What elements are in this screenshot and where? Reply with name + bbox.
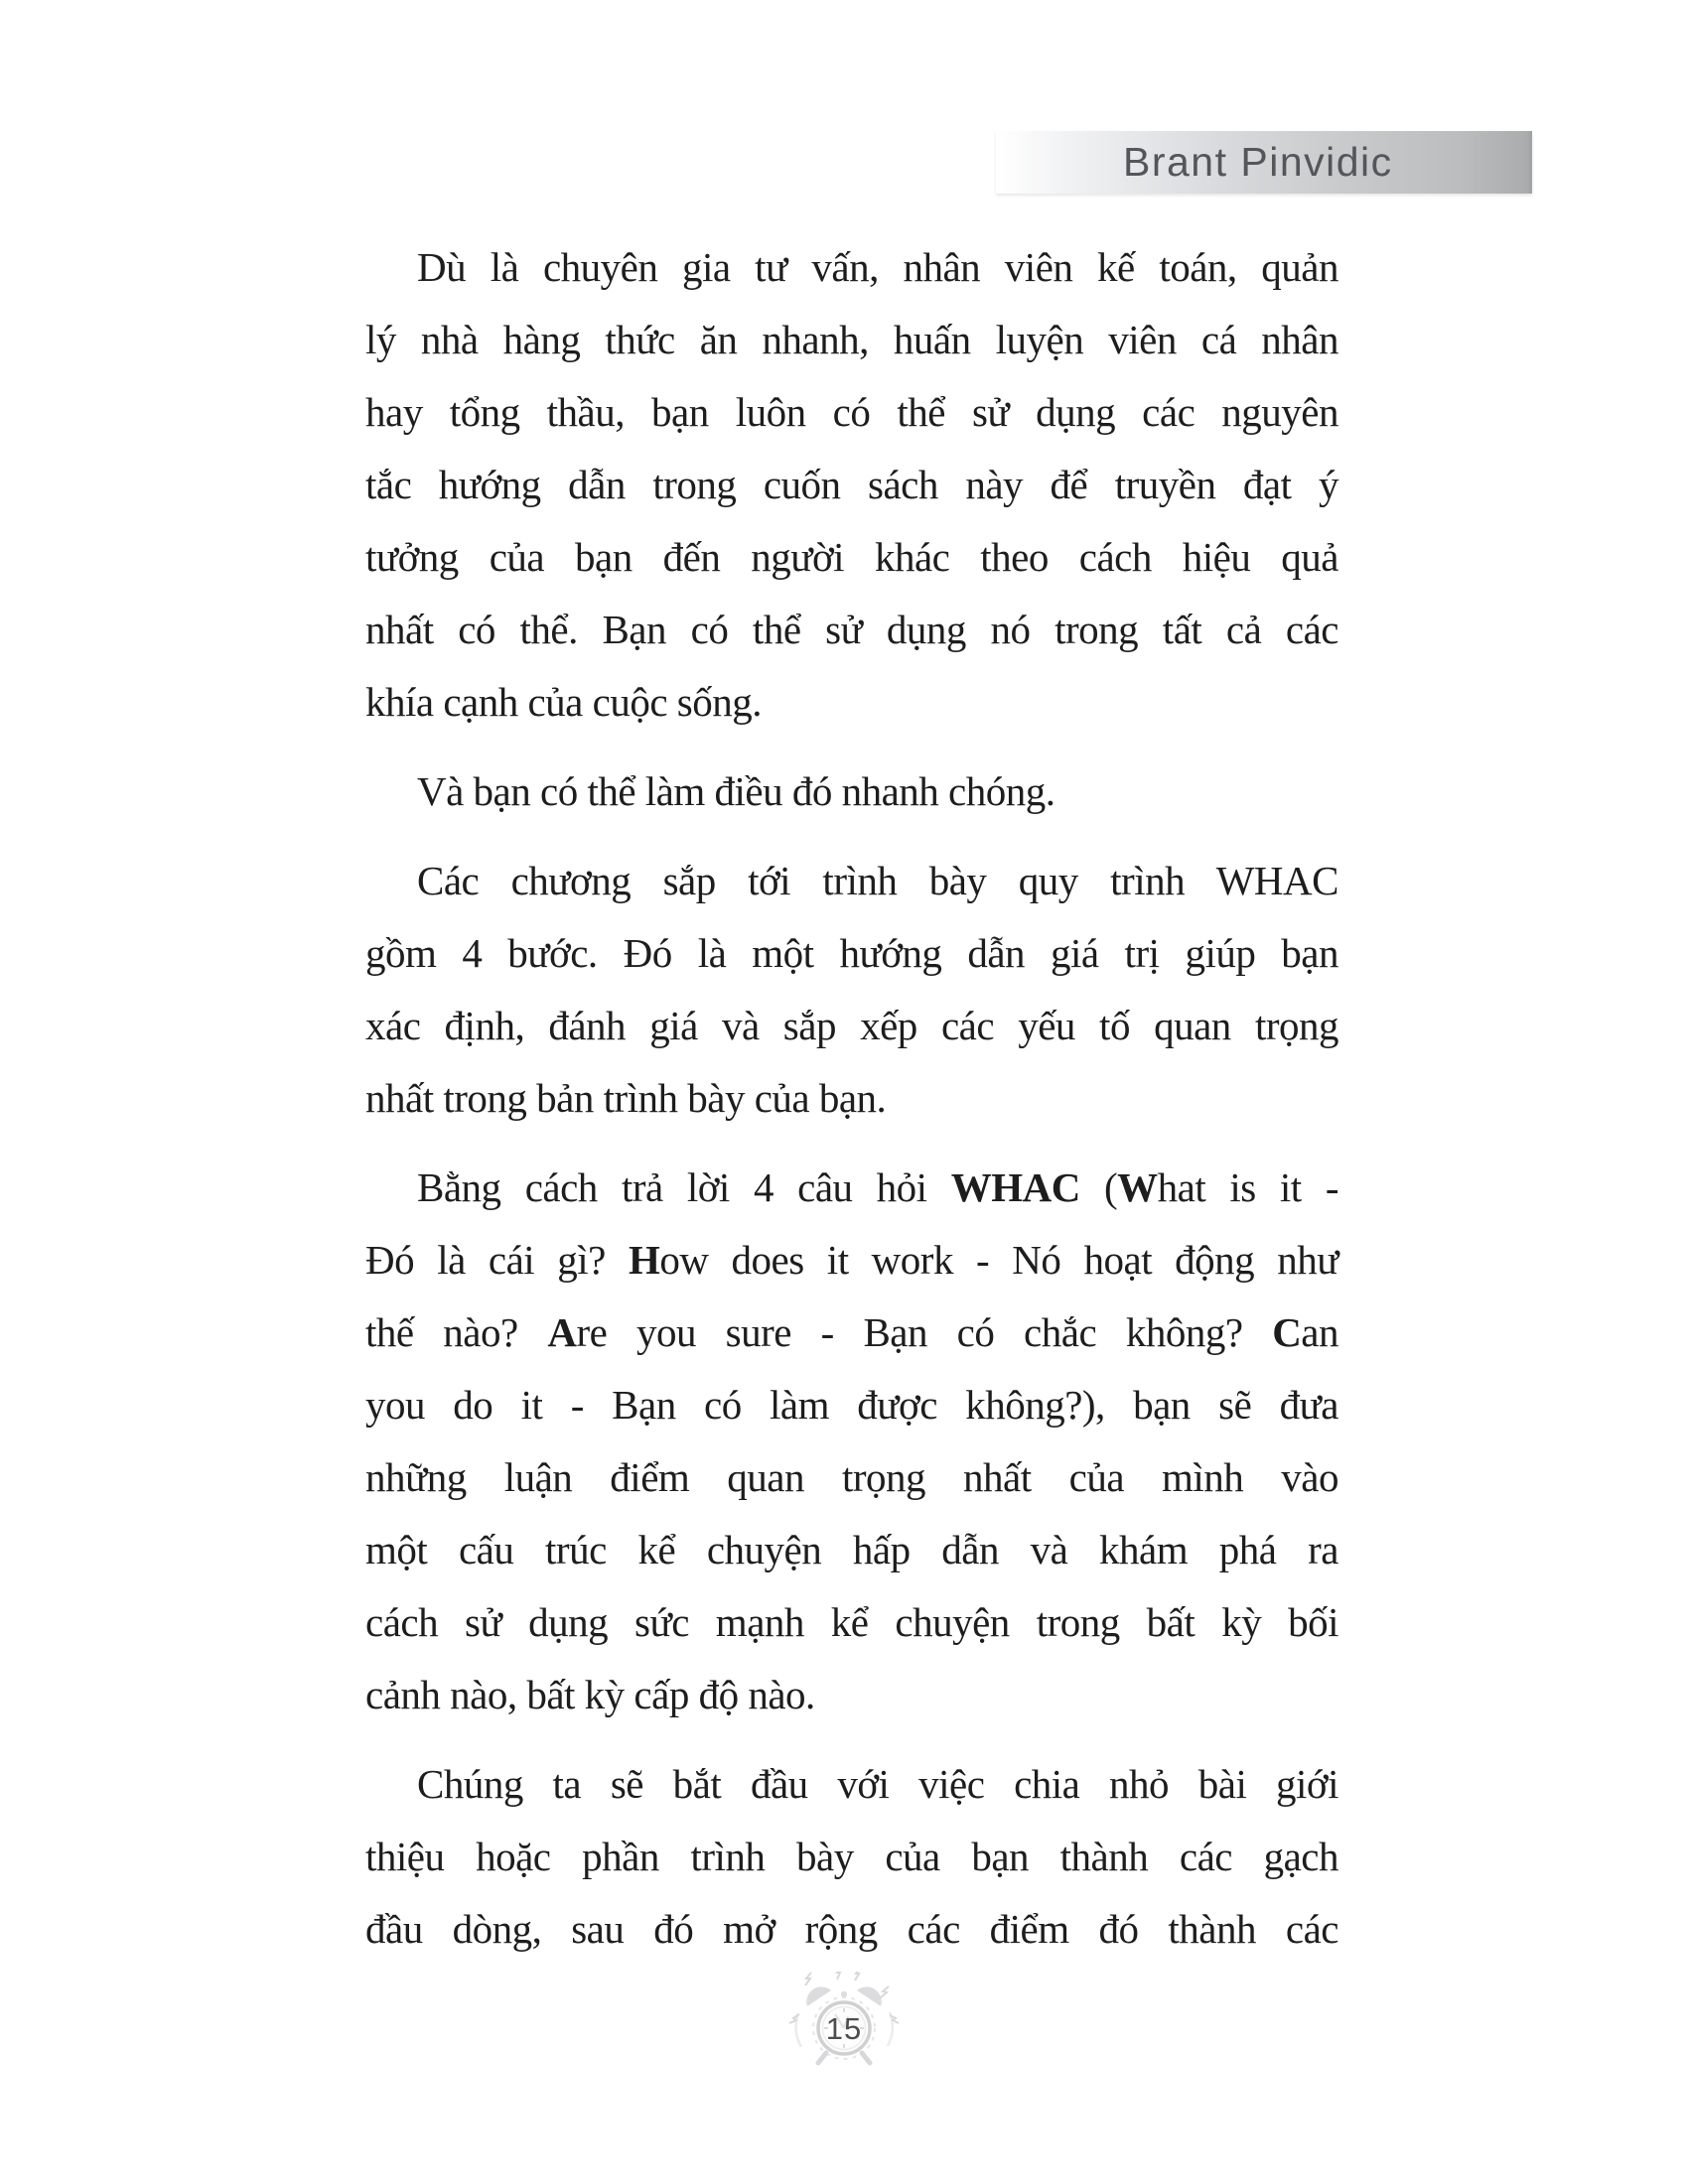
running-header-title: Brant Pinvidic: [1123, 139, 1393, 185]
text-line: Dù là chuyên gia tư vấn, nhân viên kế toán, quản: [417, 244, 1338, 290]
text-line: thiệu hoặc phần trình bày của bạn thành các gạch: [365, 1834, 1338, 1879]
text-line: tắc hướng dẫn trong cuốn sách này để truyền đạt ý: [365, 462, 1338, 507]
text-line: gồm 4 bước. Đó là một hướng dẫn giá trị giúp bạn: [365, 930, 1338, 976]
text-line: cảnh nào, bất kỳ cấp độ nào.: [365, 1672, 815, 1717]
text-line: lý nhà hàng thức ăn nhanh, huấn luyện viên cá nhân: [365, 317, 1338, 362]
text-line: tưởng của bạn đến người khác theo cách hiệu quả: [365, 534, 1338, 580]
page-footer: [777, 1972, 911, 2083]
text-line: thế nào? Are you sure - Bạn có chắc không? Can: [365, 1309, 1338, 1355]
alarm-clock-icon: [777, 1972, 911, 2083]
text-line: nhất trong bản trình bày của bạn.: [365, 1075, 887, 1121]
text-line: Và bạn có thể làm điều đó nhanh chóng.: [417, 768, 1055, 814]
running-header-bar: [996, 131, 1532, 194]
text-line: khía cạnh của cuộc sống.: [365, 679, 762, 725]
text-line: you do it - Bạn có làm được không?), bạn sẽ đưa: [365, 1382, 1338, 1428]
text-line: đầu dòng, sau đó mở rộng các điểm đó thành các: [365, 1906, 1338, 1952]
paragraph: [365, 755, 1338, 828]
text-line: xác định, đánh giá và sắp xếp các yếu tố quan trọng: [365, 1003, 1338, 1048]
text-line: Đó là cái gì? How does it work - Nó hoạt động như: [365, 1237, 1338, 1283]
text-line: hay tổng thầu, bạn luôn có thể sử dụng các nguyên: [365, 389, 1338, 435]
text-line: Bằng cách trả lời 4 câu hỏi WHAC (What is it -: [417, 1164, 1338, 1210]
paragraph: [365, 845, 1338, 1135]
text-line: một cấu trúc kể chuyện hấp dẫn và khám phá ra: [365, 1527, 1338, 1572]
text-line: những luận điểm quan trọng nhất của mình vào: [365, 1454, 1338, 1500]
paragraph: [365, 1748, 1338, 1966]
paragraph: [365, 231, 1338, 739]
text-line: nhất có thể. Bạn có thể sử dụng nó trong tất cả các: [365, 607, 1338, 652]
text-line: Chúng ta sẽ bắt đầu với việc chia nhỏ bài giới: [417, 1761, 1338, 1807]
text-line: Các chương sắp tới trình bày quy trình WHAC: [417, 858, 1338, 903]
paragraph: [365, 1152, 1338, 1731]
text-line: cách sử dụng sức mạnh kể chuyện trong bất kỳ bối: [365, 1599, 1338, 1645]
page-number: 15: [825, 2011, 863, 2046]
page-body: [365, 231, 1338, 1982]
